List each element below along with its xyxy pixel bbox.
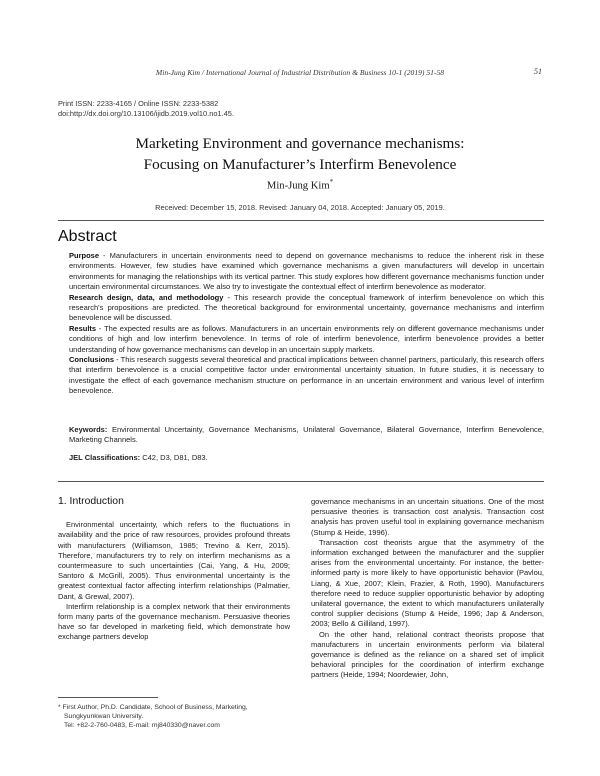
keywords xyxy=(69,425,544,446)
keywords-text: Environmental Uncertainty, Governance Mechanisms, Unilateral Governance, Bilateral Governance, Interfirm Benevolence, Marketing Channels. xyxy=(69,425,544,445)
issn-block xyxy=(58,99,234,119)
title-line-2: Focusing on Manufacturer’s Interfirm Benevolence xyxy=(143,156,457,173)
right-column xyxy=(311,497,544,681)
author-line xyxy=(0,178,600,192)
jel-label: JEL Classifications: xyxy=(69,453,141,462)
page-number: 51 xyxy=(534,67,542,76)
results-label: Results xyxy=(69,323,97,333)
purpose-label: Purpose xyxy=(69,251,100,260)
jel-text: C42, D3, D81, D83. xyxy=(140,453,208,462)
title-line-1: Marketing Environment and governance mechanisms: xyxy=(135,135,465,152)
abstract-design xyxy=(69,293,544,324)
author-footnote xyxy=(58,703,290,731)
conclusions-label: Conclusions xyxy=(69,355,115,365)
conclusions-text: - This research suggests several theoretical and practical implications between channel partners, particularly, this research offers that interfirm benevolence is a crucial competitive factor under environmental uncertainty situation. In future studies, it is necessary to investigate the effect of each governance mechanism structure on performance in an uncertain environment and various level of interfirm benevolence. xyxy=(69,355,544,396)
footnote-line-2: Sungkyunkwan University. xyxy=(64,713,144,721)
right-paragraph-3: On the other hand, relational contract theorists propose that manufacturers in uncertain environments perform via bilateral governance is defined as the reliance on a shared set of implicit behavioral principles for the coordination of interfirm exchange partners (Heide, 1994; Noordewier, John, xyxy=(311,629,544,680)
intro-paragraph-1: Environmental uncertainty, which refers to the fluctuations in availability and the price of raw resources, provides profound threats with manufacturers (Williamson, 1985; Trevino & Kerr, 2015). Therefore, manufacturers try to rely on interfirm mechanisms as a countermeasure to such uncertainties (Cai, Yang, & Hu, 2009; Santoro & McGrill, 2005). Thus environmental uncertainty is the greatest contextual factor affecting interfirm relationships (Palmatier, Dant, & Grewal, 2007). xyxy=(58,520,290,601)
abstract-body xyxy=(69,251,544,397)
intro-paragraph-2: Interfirm relationship is a complex network that their environments form many parts of the governance mechanism. Persuasive theories have so far developed in marketing field, which demonstrate how exchange partners develop xyxy=(58,601,290,642)
running-header: Min-Jung Kim / International Journal of Industrial Distribution & Business 10-1 (2019) 51-58 xyxy=(155,68,445,77)
right-paragraph-2: Transaction cost theorists argue that the asymmetry of the information exchanged between the manufacturer and the supplier arises from the environmental uncertainty. For instance, the better-informed party is more likely to have opportunistic behavior (Pavlou, Liang, & Xue, 2007; Klein, Frazier, & Roth, 1990). Manufacturers therefore need to reduce supplier opportunistic behavior by adopting unilateral governance, the extent to which manufacturers unilaterally control supplier decisions (Stump & Heide, 1996; Jap & Anderson, 2003; Bello & Gilliland, 1997). xyxy=(311,537,544,629)
footnote-line-1: * First Author, Ph.D. Candidate, School of Business, Marketing, xyxy=(58,704,248,711)
footnote-line-3: Tel: +82-2-760-0483, E-mail: mj840330@naver.com xyxy=(64,722,220,730)
abstract-purpose xyxy=(69,251,544,293)
paper-title xyxy=(0,133,600,175)
left-column xyxy=(58,497,290,643)
abstract-results xyxy=(69,324,544,355)
section-heading-introduction: 1. Introduction xyxy=(58,496,124,507)
abstract-bottom-divider xyxy=(58,481,544,482)
issn-line: Print ISSN: 2233-4165 / Online ISSN: 2233-5382 xyxy=(58,99,219,108)
design-text: - This research provide the conceptual framework of interfirm benevolence on which this research's propositions are predicted. The theoretical background for environmental uncertainty, governance mechanisms and interfirm benevolence will be discussed. xyxy=(69,292,545,323)
footnote-divider xyxy=(58,697,158,698)
abstract-conclusions xyxy=(69,355,544,397)
right-paragraph-1: governance mechanisms in an uncertain situations. One of the most persuasive theories is transaction cost analysis. Transaction cost analysis has proven useful tool in explaining governance mechanism (Stump & Heide, 1996). xyxy=(311,497,544,537)
abstract-heading: Abstract xyxy=(58,228,117,245)
author-name: Min-Jung Kim xyxy=(266,180,330,192)
keywords-label: Keywords: xyxy=(69,425,108,434)
results-text: - The expected results are as follows. Manufacturers in an uncertain environments rely on different governance mechanisms under conditions of high and low interfirm benevolence. In terms of role of interfirm benevolence, interfirm benevolence provides a better understanding of how governance mechanisms can develop in an uncertain supply markets. xyxy=(69,323,544,354)
design-label: Research design, data, and methodology xyxy=(69,292,224,302)
top-divider xyxy=(58,220,544,221)
author-footnote-marker: * xyxy=(329,178,334,186)
doi-line: doi:http://dx.doi.org/10.13106/ijidb.2019.vol10.no1.45. xyxy=(58,109,234,118)
purpose-text: - Manufacturers in uncertain environments need to depend on governance mechanisms to reduce the inherent risk in these environments. However, few studies have examined which governance mechanisms a given manufacturers will develop in uncertain environments for managing the relationships with its vertical partner. This study explores how different governance mechanisms function under uncertain environmental circumstances. We also try to investigate the contextual effect of interfirm benevolence as moderator. xyxy=(69,251,544,292)
jel-classifications xyxy=(69,453,208,462)
received-dates: Received: December 15, 2018. Revised: January 04, 2018. Accepted: January 05, 2019. xyxy=(155,203,445,212)
